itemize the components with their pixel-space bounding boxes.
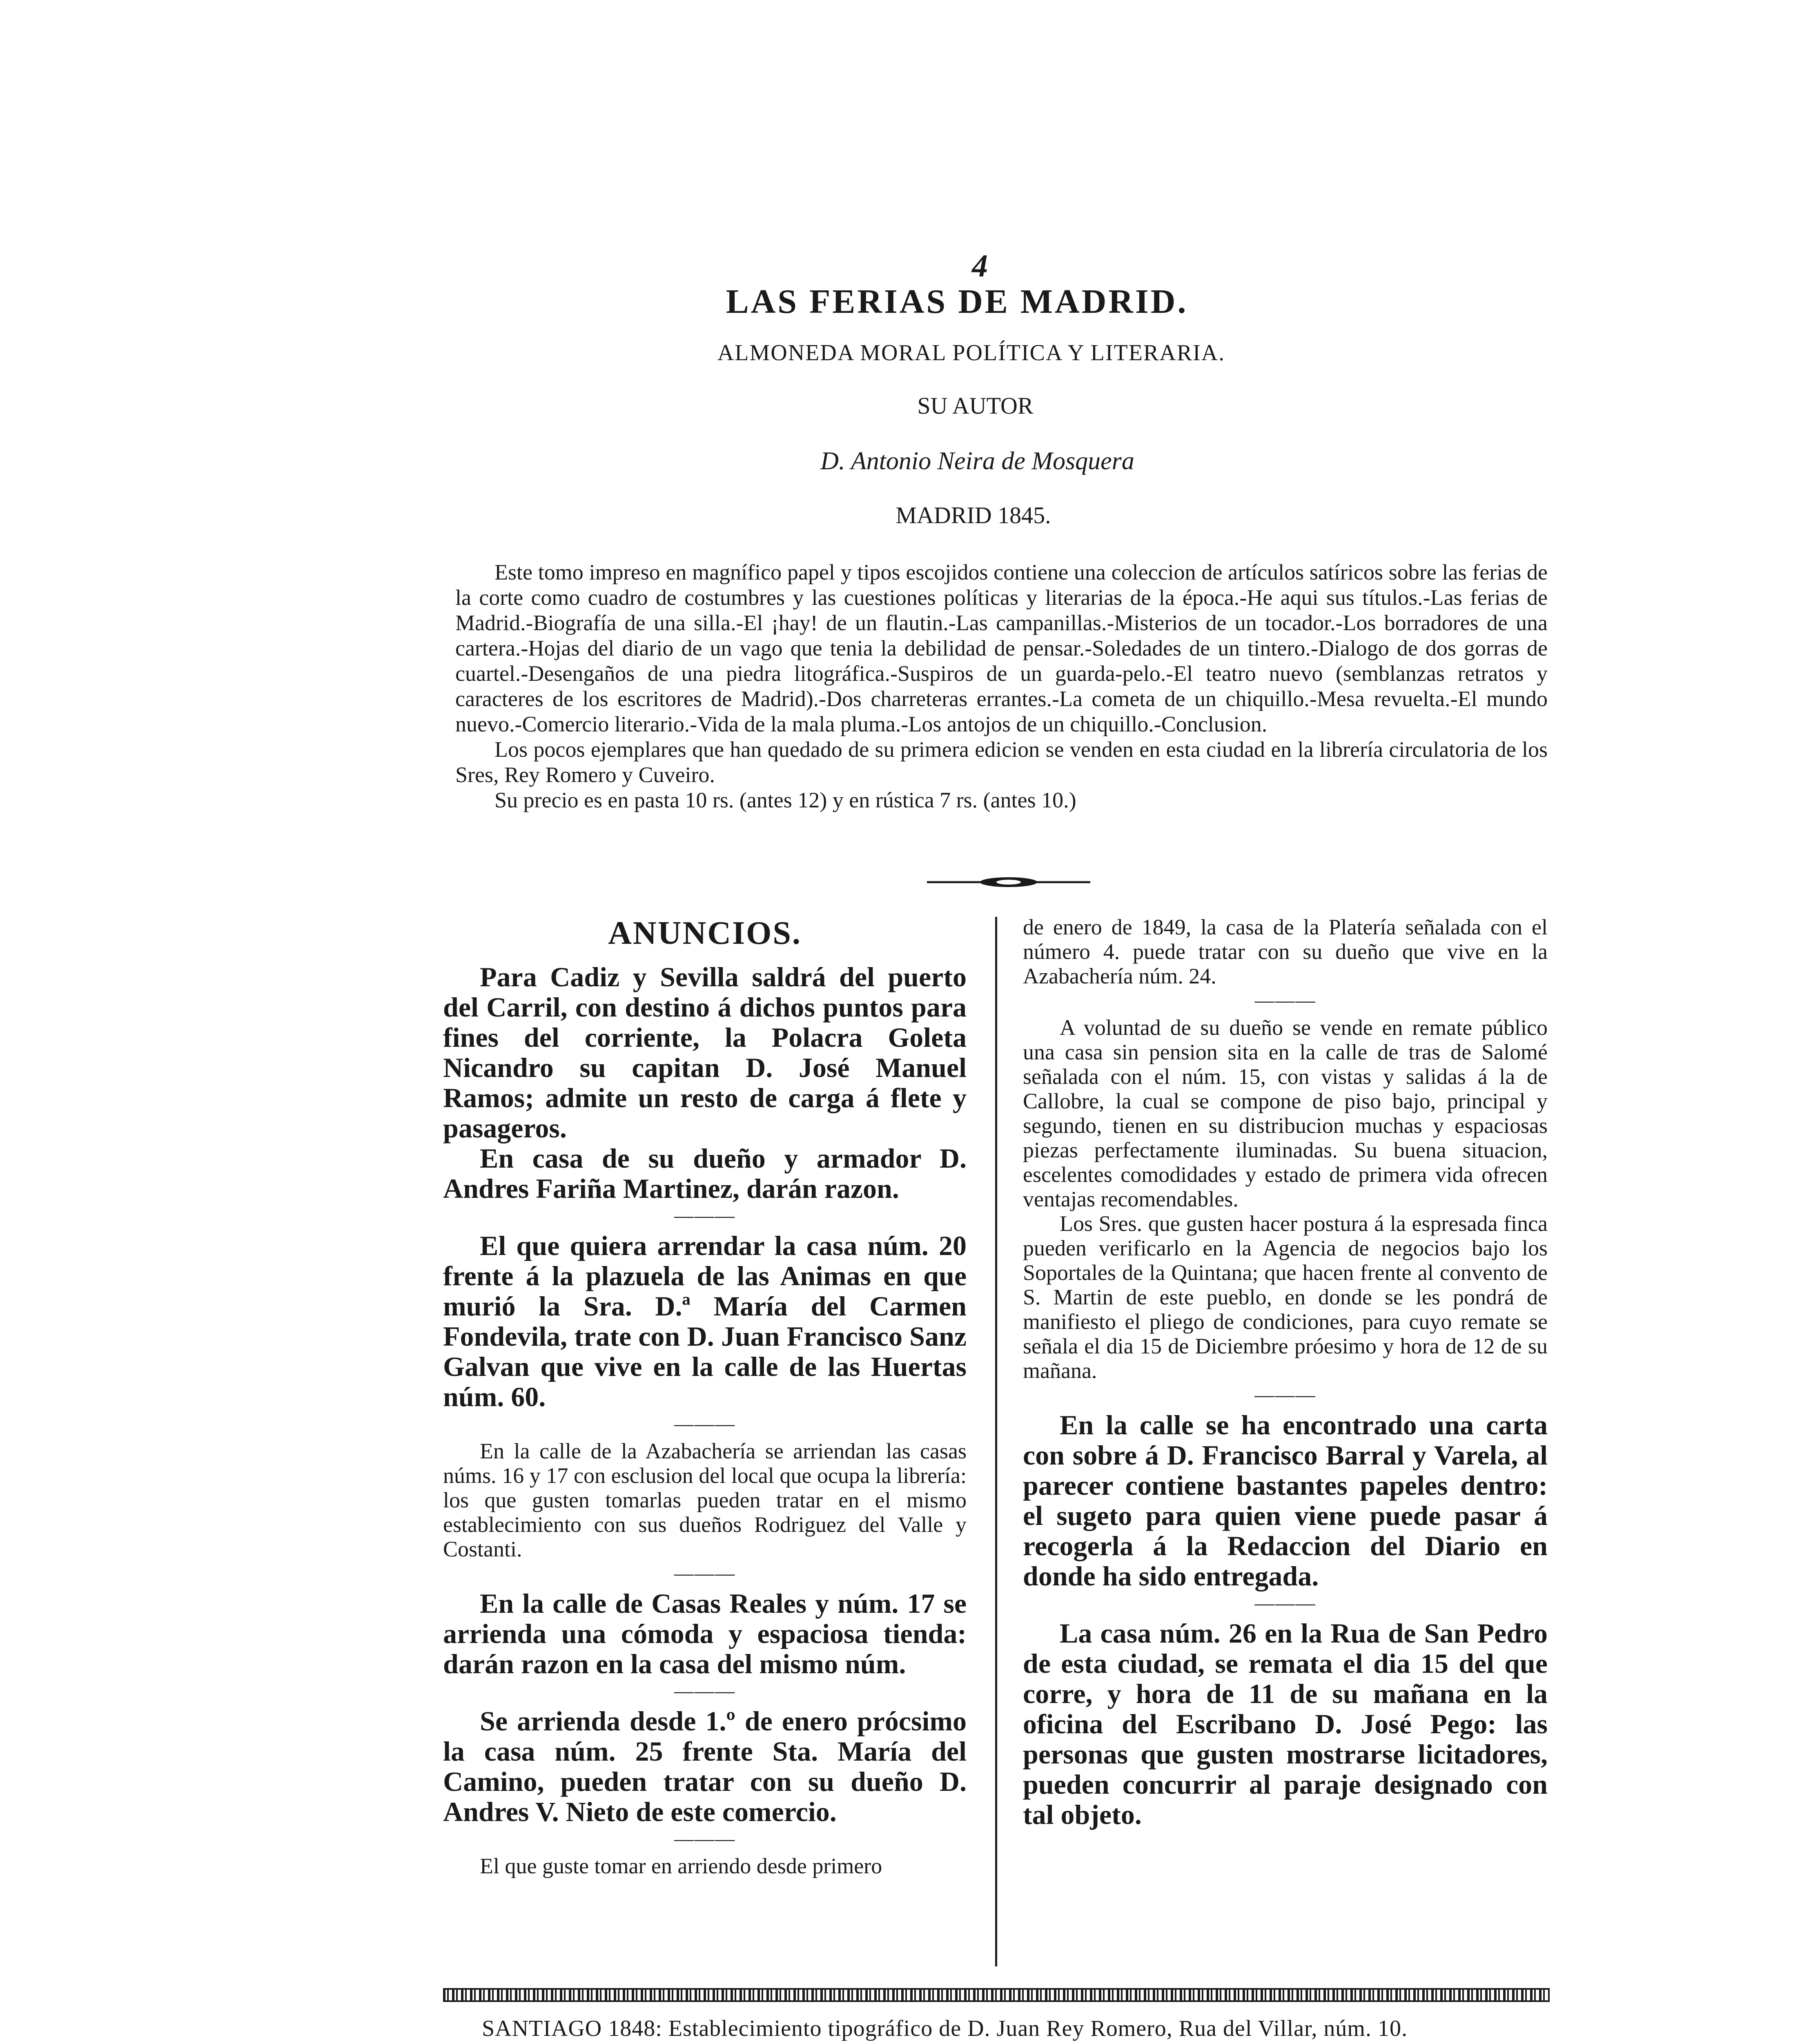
page-number: 4 (972, 248, 988, 283)
announcement-separator: ——— (674, 1416, 735, 1435)
announcement-separator: ——— (674, 1208, 735, 1226)
announcement-separator: ——— (674, 1683, 735, 1702)
description-paragraph: Este tomo impreso en magnífico papel y tipos escojidos contiene una coleccion de artículos satíricos sobre las ferias de la corte como cuadro de costumbres y las cuestiones políticas y literarias de la época.-He aqui sus títulos.-Las ferias de Madrid.-Biografía de una silla.-El ¡hay! de un flautin.-Las campanillas.-Misterios de un tocador.-Los borradores de una cartera.-Hojas del diario de un vago que tenia la debilidad de pensar.-Soledades de un tintero.-Dialogo de dos gorras de cuartel.-Desengaños de una piedra litográfica.-Suspiros de un guarda-pelo.-El teatro nuevo (semblanzas retratos y caracteres de los escritores de Madrid).-Dos charreteras errantes.-La cometa de un chiquillo.-Mesa revuelta.-El mundo nuevo.-Comercio literario.-Vida de la mala pluma.-Los antojos de un chiquillo.-Conclusion. (455, 560, 1548, 736)
announcement (1023, 915, 1548, 988)
announcements-left-column (443, 915, 967, 1878)
announcement-text: El que quiera arrendar la casa núm. 20 frente á la plazuela de las Animas en que murió la Sra. D.ª María del Carmen Fondevila, trate con D. Juan Francisco Sanz Galvan que vive en la calle de las Huertas núm. 60. (443, 1230, 967, 1412)
announcement (443, 962, 967, 1204)
author-label: SU AUTOR (917, 392, 1034, 419)
announcement-separator: ——— (1254, 992, 1316, 1011)
announcement-text: Para Cadiz y Sevilla saldrá del puerto del Carril, con destino á dichos puntos para fines del corriente, la Polacra Goleta Nicandro su capitan D. José Manuel Ramos; admite un resto de carga á flete y pasageros. (443, 961, 967, 1144)
ornament-divider-icon (927, 874, 1090, 890)
announcement-text: En la calle de la Azabachería se arriendan las casas núms. 16 y 17 con esclusion del local que ocupa la librería: los que gusten tomarlas pueden tratar en el mismo establecimiento con sus dueños Rodriguez del Valle y Costanti. (443, 1439, 967, 1561)
book-subtitle: ALMONEDA MORAL POLÍTICA Y LITERARIA. (717, 340, 1225, 366)
announcement-text: A voluntad de su dueño se vende en remate público una casa sin pension sita en la calle de tras de Salomé señalada con el núm. 15, con vistas y salidas á la de Callobre, la cual se compone de piso bajo, principal y segundo, tienen en su distribucion muchas y espaciosas piezas perfectamente iluminadas. Su buena situacion, escelentes comodidades y estado de primera vida ofrecen ventajas recomendables. (1023, 1015, 1548, 1211)
announcement-text: de enero de 1849, la casa de la Platería señalada con el número 4. puede tratar con su dueño que vive en la Azabachería núm. 24. (1023, 915, 1548, 988)
book-description (455, 560, 1548, 813)
announcement-text: La casa núm. 26 en la Rua de San Pedro de esta ciudad, se remata el dia 15 del que corre, y hora de 11 de su mañana en la oficina del Escribano D. José Pego: las personas que gusten mostrarse licitadores, pueden concurrir al paraje designado con tal objeto. (1023, 1618, 1548, 1830)
announcement (443, 1588, 967, 1679)
announcement (443, 1854, 967, 1878)
announcement-separator: ——— (674, 1565, 735, 1584)
place-date: MADRID 1845. (896, 502, 1051, 528)
announcement (443, 1231, 967, 1412)
announcement (443, 1706, 967, 1827)
announcement (1023, 1015, 1548, 1383)
column-divider (995, 917, 997, 1966)
announcement (1023, 1618, 1548, 1830)
announcement-text: En la calle de Casas Reales y núm. 17 se arrienda una cómoda y espaciosa tienda: darán razon en la casa del mismo núm. (443, 1588, 967, 1679)
announcement-text: Se arrienda desde 1.º de enero prócsimo la casa núm. 25 frente Sta. María del Camino, pueden tratar con su dueño D. Andres V. Nieto de este comercio. (443, 1705, 967, 1827)
author-name: D. Antonio Neira de Mosquera (820, 447, 1134, 475)
description-paragraph: Su precio es en pasta 10 rs. (antes 12) y en rústica 7 rs. (antes 10.) (495, 788, 1076, 812)
description-paragraph: Los pocos ejemplares que han quedado de su primera edicion se venden en esta ciudad en la librería circulatoria de los Sres, Rey Romero y Cuveiro. (455, 737, 1548, 787)
announcement-separator: ——— (1254, 1387, 1316, 1406)
book-title: LAS FERIAS DE MADRID. (726, 283, 1188, 321)
announcements-heading: ANUNCIOS. (608, 915, 802, 951)
announcement-separator: ——— (674, 1831, 735, 1850)
announcement-text: En casa de su dueño y armador D. Andres Fariña Martinez, darán razon. (443, 1143, 967, 1204)
announcement-text: El que guste tomar en arriendo desde primero (480, 1854, 882, 1878)
announcement-separator: ——— (1254, 1595, 1316, 1614)
announcement-text: En la calle se ha encontrado una carta con sobre á D. Francisco Barral y Varela, al parecer contiene bastantes papeles dentro: el sugeto para quien viene puede pasar á recogerla á la Redaccion del Diario en donde ha sido entregada. (1023, 1409, 1548, 1592)
announcement-text: Los Sres. que gusten hacer postura á la espresada finca pueden verificarlo en la Agencia de negocios bajo los Soportales de la Quintana; que hacen frente al convento de S. Martin de este pueblo, en donde se les pondrá de manifiesto el pliego de condiciones, para cuyo remate se señala el dia 15 de Diciembre próesimo y hora de 12 de su mañana. (1023, 1211, 1548, 1383)
decorative-rule (443, 1988, 1550, 2002)
printer-imprint: SANTIAGO 1848: Establecimiento tipográfico de D. Juan Rey Romero, Rua del Villar, núm. 10. (482, 2016, 1408, 2041)
announcement (443, 1439, 967, 1561)
announcement (1023, 1410, 1548, 1591)
announcements-right-column (1023, 915, 1548, 1830)
